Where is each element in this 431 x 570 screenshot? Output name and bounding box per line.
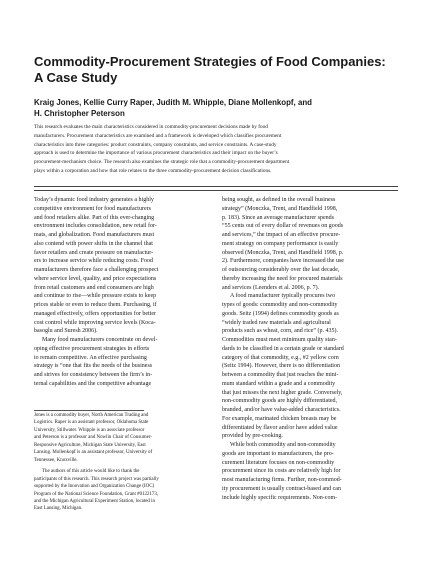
- body-line: and strives for consistency between the firm’s in-: [34, 372, 153, 378]
- body-line: that just misses the next higher grade. Conversely,: [222, 389, 343, 396]
- body-line: between a commodity that just reaches the mini-: [222, 372, 339, 378]
- body-line: differentiated by flavor and/or have added value: [222, 424, 338, 431]
- footnote-divider: [34, 410, 144, 411]
- body-line: from retail customers and end consumers are high: [34, 284, 154, 291]
- body-line: basoglu and Suresh 2006).: [34, 328, 98, 335]
- body-line: also contend with power shifts in the channel that: [34, 240, 153, 247]
- body-line: dards to be classified in a certain grade or standard: [222, 345, 344, 352]
- abstract-line: manufacturers. Procurement characteristics are examined and a framework is developed which classifies procurement: [34, 132, 282, 139]
- abstract-divider: [34, 186, 398, 187]
- body-line: provided by pre-cooking.: [222, 433, 283, 440]
- article-title: [34, 54, 399, 86]
- body-line: types of goods: commodity and non-commodity: [222, 302, 338, 308]
- body-line: non-commodity goods are highly differentiated,: [222, 398, 338, 405]
- body-line: thereby increasing the need for procured materials: [222, 275, 343, 282]
- body-line: goods are important to manufacturers, the pro-: [222, 450, 334, 457]
- body-line: manufacturers therefore face a challenging prospect: [34, 267, 159, 273]
- title-line: A Case Study: [34, 70, 118, 85]
- body-line: being sought, as defined in the overall business: [222, 197, 336, 203]
- footnote-line: Responsive Agriculture, Michigan State University, East: [34, 442, 146, 448]
- footnote-line: The authors of this article would like to thank the: [42, 469, 140, 475]
- footnote-line: and Peterson is a professor and Nowlin Chair of Consumer-: [34, 435, 152, 441]
- body-line: and services (Leenders et al. 2006, p. 7).: [222, 284, 320, 291]
- body-line: A food manufacturer typically procures two: [230, 293, 336, 300]
- footnote-line: and the Michigan Agricultural Experiment Station, located in: [34, 498, 155, 504]
- footnote-line: Lansing. Mollenkopf is an assistant professor, University of: [34, 450, 153, 456]
- body-line: “widely traded raw materials and agricultural: [222, 319, 331, 326]
- footnote-line: University, Stillwater. Whipple is an associate professor: [34, 427, 145, 433]
- body-line: include highly specific requirements. Non-com-: [222, 494, 338, 501]
- footnote-line: East Lansing, Michigan.: [34, 506, 83, 512]
- body-line: prices stable or even to reduce them. Purchasing, if: [34, 302, 157, 308]
- body-line: Today’s dynamic food industry generates a highly: [34, 197, 154, 203]
- abstract-line: plays within a corporation and how that role relates to the three commodity-procurement decision classifications.: [34, 167, 272, 174]
- body-line: strategy is “one that fits the needs of the business: [34, 363, 153, 370]
- body-line: procurement since its costs are relatively high for: [222, 468, 341, 475]
- abstract-line: approach is used to determine the importance of various procurement characteristics and their impact on the buyer’s: [34, 150, 278, 157]
- abstract-line: This research evaluates the main characteristics considered in commodity-procurement decisions made by food: [34, 124, 268, 130]
- body-line: branded, and/or have value-added characteristics.: [222, 407, 341, 413]
- body-line: cost control while improving service levels (Koca-: [34, 319, 156, 326]
- body-line: favor retailers and create pressure on manufactur-: [34, 249, 154, 256]
- body-line: goods. Seitz (1994) defines commodity goods as: [222, 310, 339, 317]
- body-line: competitive environment for food manufacturers: [34, 205, 151, 212]
- body-line: most manufacturing firms. Further, non-commod-: [222, 477, 342, 483]
- body-line: to remain competitive. An effective purchasing: [34, 354, 147, 361]
- body-line: ers to increase service while reducing costs. Food: [34, 258, 153, 265]
- abstract-line: characteristics into three categories: product constraints, company constraints, and service constraints. A case-study: [34, 141, 277, 148]
- footnote-line: participants of this research. This research project was partially: [34, 476, 159, 482]
- abstract-line: procurement-mechanism choice. The research also examines the strategic role that a commodity-procurement department: [34, 159, 290, 166]
- body-line: of outsourcing considerably over the last decade,: [222, 267, 340, 273]
- body-column-right: [222, 196, 400, 502]
- body-line: and services,” the impact of an effective procure-: [222, 232, 341, 238]
- footnote-line: Tennessee, Knoxville.: [34, 457, 78, 463]
- author-line: Kraig Jones, Kellie Curry Raper, Judith M. Whipple, Diane Mollenkopf, and: [34, 98, 312, 107]
- body-line: While both commodity and non-commodity: [230, 442, 336, 448]
- title-line: Commodity-Procurement Strategies of Food Companies:: [34, 54, 386, 69]
- body-line: curement literature focuses on non-commodity: [222, 459, 335, 466]
- body-line: (Seitz 1994). However, there is no differentiation: [222, 363, 340, 370]
- body-line: mats, and globalization. Food manufacturers must: [34, 232, 155, 238]
- author-line: H. Christopher Peterson: [34, 109, 125, 118]
- body-line: For example, marinated chicken breasts may be: [222, 415, 337, 422]
- body-line: 2). Furthermore, companies have increased the use: [222, 258, 344, 265]
- body-line: category of that commodity, e.g., #2 yellow corn: [222, 354, 339, 361]
- author-footnote: [34, 412, 212, 513]
- body-line: p. 183). Since an average manufacturer spends: [222, 214, 334, 221]
- body-line: and food retailers alike. Part of this ever-changing: [34, 214, 155, 221]
- body-line: Many food manufacturers concentrate on devel-: [42, 337, 158, 343]
- body-line: “55 cents out of every dollar of revenues on goods: [222, 223, 344, 230]
- author-list: [34, 97, 399, 119]
- body-line: products such as wheat, corn, and rice” (p. 435).: [222, 328, 338, 335]
- body-line: Commodities must meet minimum quality stan-: [222, 337, 337, 343]
- footnote-line: supported by the Innovation and Organization Change (IOC): [34, 484, 155, 490]
- abstract-divider: [34, 190, 398, 191]
- body-column-left: [34, 196, 212, 389]
- body-line: oping effective procurement strategies in efforts: [34, 345, 150, 352]
- body-line: where service level, quality, and price expectations: [34, 275, 157, 282]
- footnote-line: Program of the National Science Foundation, Grant #0122173,: [34, 491, 159, 497]
- body-line: ity procurement is usually contract-based and can: [222, 485, 341, 492]
- abstract: [34, 123, 398, 176]
- body-line: ment strategy on company performance is easily: [222, 240, 339, 247]
- body-line: ternal capabilities and the competitive advantage: [34, 380, 152, 387]
- body-line: and continue to rise—while pressure exists to keep: [34, 293, 157, 300]
- body-line: observed (Monczka, Trent, and Handfield 1998, p.: [222, 249, 344, 256]
- body-line: managed effectively, offers opportunities for better: [34, 310, 157, 317]
- body-line: environment includes consolidation, new retail for-: [34, 223, 157, 230]
- footnote-line: Jones is a commodity buyer, North American Trading and: [34, 413, 149, 418]
- body-line: strategy” (Monczka, Trent, and Handfield 1998,: [222, 205, 338, 212]
- footnote-line: Logistics. Raper is an assistant professor, Oklahoma State: [34, 420, 149, 426]
- body-line: mum standard within a grade and a commodity: [222, 380, 336, 387]
